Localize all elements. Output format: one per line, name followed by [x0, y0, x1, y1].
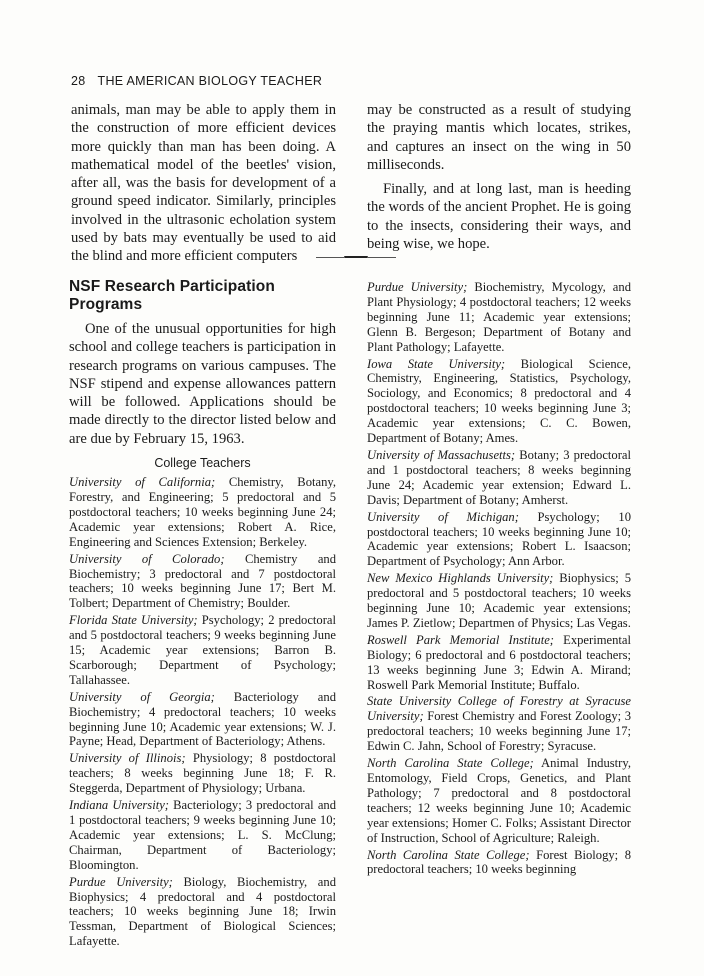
page-number: 28 [71, 74, 86, 88]
nsf-intro: One of the unusual opportunities for high school and college teachers is participation in research programs on various campuses. The NSF stipend and expense allowances pattern will be followed. Applications should be made directly to the director listed below and are due by February 15, 1963. [69, 321, 336, 447]
institution-name: Purdue University; [69, 874, 173, 889]
program-entry [69, 552, 336, 612]
program-entry [367, 357, 631, 446]
program-entry [367, 571, 631, 631]
program-entry [367, 448, 631, 508]
top-right-paragraph-1: may be constructed as a result of studying the praying mantis which locates, strikes, and captures an insect on the wing in 50 milliseconds. [367, 102, 631, 173]
program-details: Biophysics; 5 predoctoral and 5 postdoctoral teachers; 10 weeks beginning June 10; Academic year extensions; James P. Zietlow; Departmen of Physics; Las Vegas. [367, 571, 631, 630]
institution-name: University of Massachusetts; [367, 447, 516, 462]
program-entry [69, 613, 336, 688]
running-header [71, 74, 322, 88]
program-details: Chemistry and Biochemistry; 3 predoctoral and 7 postdoctoral teachers; 10 weeks beginning June 17; Bert M. Tolbert; Department of Chemistry; Boulder. [69, 551, 337, 611]
program-entry [367, 633, 631, 693]
section-divider [344, 256, 368, 258]
institution-name: Florida State University; [69, 613, 198, 628]
top-right-column [367, 101, 631, 253]
program-details: Experimental Biology; 6 predoctoral and 6 postdoctoral teachers; 13 weeks beginning June 3; Edwin A. Mirand; Roswell Park Memorial Institute; Buffalo. [367, 632, 631, 692]
institution-name: North Carolina State College; [367, 847, 530, 862]
program-entry [69, 690, 336, 750]
program-details: Bacteriology and Biochemistry; 4 predoctoral teachers; 10 weeks beginning June 10; Academic year extensions; W. J. Payne; Head, Department of Bacteriology; Athens. [69, 689, 336, 749]
program-entry [367, 510, 631, 570]
subhead-college-teachers: College Teachers [154, 456, 251, 471]
program-details: Psychology; 2 predoctoral and 5 postdoctoral teachers; 9 weeks beginning June 15; Academic year extensions; Barron B. Scarborough; Department of Psychology; Tallahassee. [69, 613, 336, 687]
program-details: Chemistry, Botany, Forestry, and Engineering; 5 predoctoral and 5 postdoctoral teachers; 10 weeks beginning June 24; Academic year extensions; Robert A. Rice, Engineering and Sciences Extension; Berkeley. [69, 475, 337, 549]
program-details: Biology, Biochemistry, and Biophysics; 4 predoctoral and 4 postdoctoral teachers; 10 weeks beginning June 18; Irwin Tessman, Department of Biological Sciences; Lafayette. [69, 874, 336, 949]
left-entry-list [69, 475, 336, 949]
institution-name: University of Georgia; [69, 689, 215, 704]
institution-name: University of Michigan; [367, 509, 519, 524]
program-details: Psychology; 10 postdoctoral teachers; 10 weeks beginning June 10; Academic year extensions; Robert L. Isaacson; Department of Psychology; Ann Arbor. [367, 509, 631, 569]
program-entry [69, 798, 336, 873]
institution-name: Iowa State University; [367, 356, 506, 371]
program-entry [367, 280, 631, 355]
institution-name: North Carolina State College; [367, 756, 534, 771]
journal-title: THE AMERICAN BIOLOGY TEACHER [97, 74, 323, 88]
nsf-left-column [69, 278, 336, 951]
institution-name: University of Colorado; [69, 551, 225, 566]
program-entry [69, 475, 336, 550]
program-details: Biochemistry, Mycology, and Plant Physiology; 4 postdoctoral teachers; 12 weeks beginning June 11; Academic year extensions; Glenn B. Bergeson; Department of Botany and Plant Pathology; Lafayette. [367, 280, 631, 354]
program-entry [367, 848, 631, 878]
program-entry [69, 875, 336, 950]
program-details: Forest Chemistry and Forest Zoology; 3 predoctoral teachers; 10 weeks beginning June 17; Edwin C. Jahn, School of Forestry; Syracuse. [367, 709, 631, 754]
program-details: Animal Industry, Entomology, Field Crops, Genetics, and Plant Pathology; 7 predoctoral and 8 postdoctoral teachers; 12 weeks beginning June 10; Academic year extensions; Homer C. Folks; Assistant Director of Instruction, School of Agriculture; Raleigh. [367, 756, 631, 845]
institution-name: Purdue University; [367, 280, 468, 294]
top-left-column [71, 101, 336, 266]
program-details: Forest Biology; 8 predoctoral teachers; 10 weeks beginning [367, 847, 631, 877]
institution-name: Roswell Park Memorial Institute; [367, 632, 554, 647]
institution-name: University of Illinois; [69, 751, 186, 766]
section-title: NSF Research Participation Programs [69, 278, 275, 313]
program-details: Biological Science, Chemistry, Engineering, Statistics, Psychology, Sociology, and Economics; 8 predoctoral and 4 postdoctoral teachers; 10 weeks beginning June 3; Academic year extensions; C. C. Bowen, Department of Botany; Ames. [367, 356, 631, 446]
right-entry-list [367, 280, 631, 877]
institution-name: University of California; [69, 475, 216, 490]
institution-name: Indiana University; [69, 798, 169, 813]
institution-name: New Mexico Highlands University; [367, 571, 554, 586]
program-entry [367, 694, 631, 754]
program-entry [367, 756, 631, 845]
program-details: Physiology; 8 postdoctoral teachers; 8 weeks beginning June 18; F. R. Steggerda, Department of Physiology; Urbana. [69, 751, 336, 796]
program-details: Bacteriology; 3 predoctoral and 1 postdoctoral teachers; 9 weeks beginning June 10; Academic year extensions; L. S. McClung; Chairman, Department of Bacteriology; Bloomington. [69, 798, 336, 872]
institution-name: State University College of Forestry at Syracuse University; [367, 694, 631, 724]
top-right-paragraph-2: Finally, and at long last, man is heeding the words of the ancient Prophet. He is going to the insects, considering their ways, and being wise, we hope. [367, 181, 631, 253]
nsf-right-column [367, 280, 631, 879]
program-details: Botany; 3 predoctoral and 1 postdoctoral teachers; 8 weeks beginning June 24; Academic year extension; Edward L. Davis; Department of Botany; Amherst. [367, 447, 631, 507]
program-entry [69, 751, 336, 796]
top-left-paragraph: animals, man may be able to apply them in the construction of more efficient devices more quickly than man has been doing. A mathematical model of the beetles' vision, after all, was the basis for development of a ground speed indicator. Similarly, principles involved in the ultrasonic echolation system used by bats may eventually be used to aid the blind and more efficient computers [71, 102, 336, 265]
